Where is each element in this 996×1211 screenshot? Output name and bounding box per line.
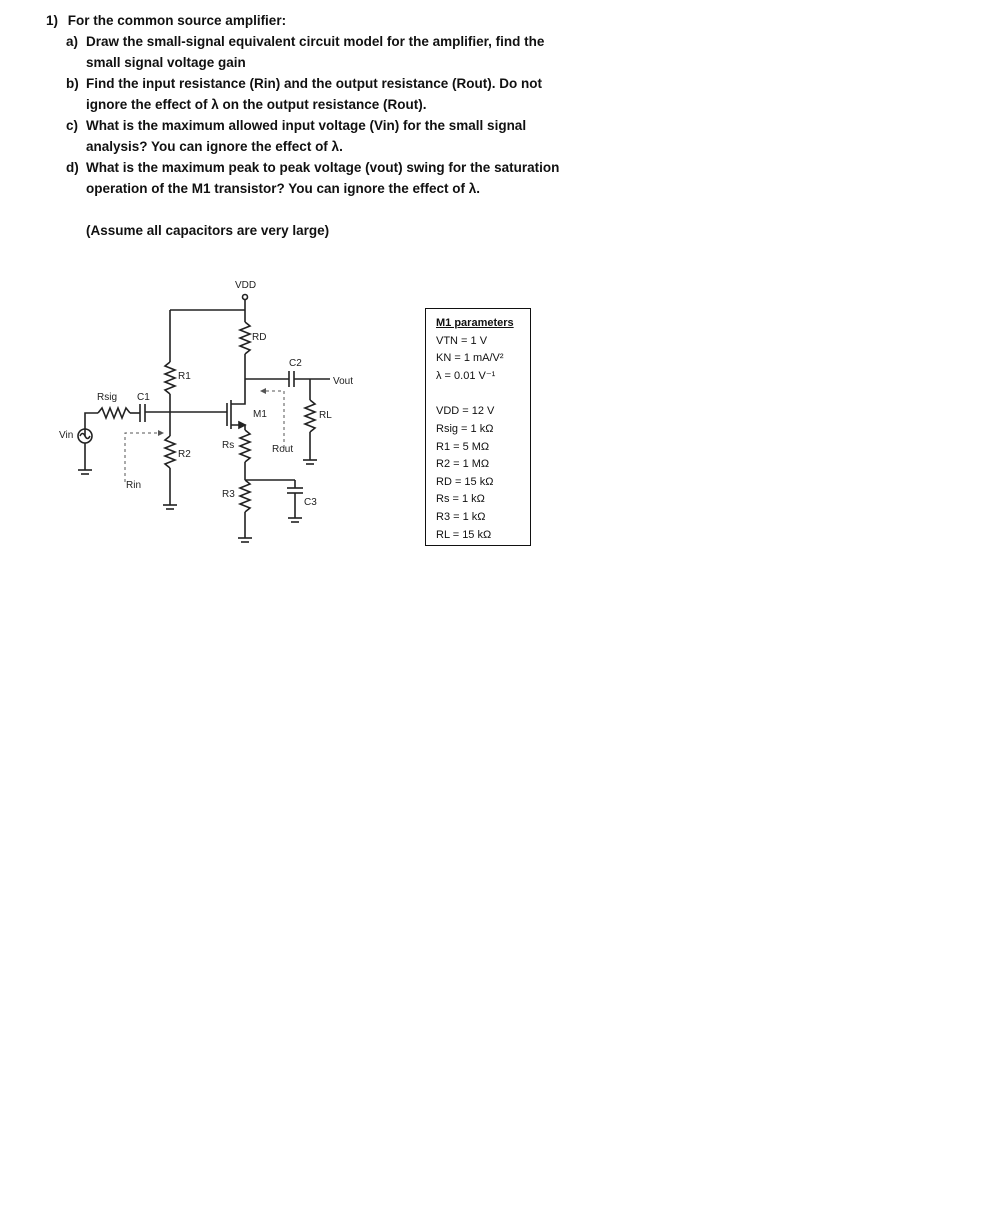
param-rd: RD = 15 kΩ <box>436 475 494 488</box>
rin-arrow <box>125 433 158 482</box>
rsig-label: Rsig <box>97 392 118 403</box>
parameters-header: M1 parameters <box>436 317 514 329</box>
param-r3: R3 = 1 kΩ <box>436 510 486 523</box>
part-d-label: d) <box>66 160 79 175</box>
param-rs: Rs = 1 kΩ <box>436 493 485 506</box>
param-kn: KN = 1 mA/V² <box>436 352 504 365</box>
rout-arrow <box>266 391 284 450</box>
m1-label: M1 <box>253 409 267 420</box>
part-b-text: Find the input resistance (Rin) and the output resistance (Rout). Do not ignore the effect of λ on the output resistance (Rout). <box>86 76 543 112</box>
r2-label: R2 <box>178 449 191 460</box>
part-c-label: c) <box>66 118 79 133</box>
part-b <box>66 73 566 115</box>
c1-label: C1 <box>137 392 150 403</box>
part-c <box>66 115 566 157</box>
part-c-text: What is the maximum allowed input voltage (Vin) for the small signal analysis? You can ignore the effect of λ. <box>86 118 527 154</box>
rsig-resistor <box>98 408 130 418</box>
rd-resistor <box>240 322 250 354</box>
r1-label: R1 <box>178 371 191 382</box>
param-r1: R1 = 5 MΩ <box>436 440 490 453</box>
vout-label: Vout <box>333 376 354 387</box>
param-vtn: VTN = 1 V <box>436 334 488 347</box>
param-rl: RL = 15 kΩ <box>436 528 492 541</box>
question-title: For the common source amplifier: <box>67 13 287 28</box>
param-rsig: Rsig = 1 kΩ <box>436 422 494 435</box>
rin-label: Rin <box>126 480 142 491</box>
vin-label: Vin <box>59 430 74 441</box>
rout-label: Rout <box>272 444 294 455</box>
part-a <box>66 31 566 73</box>
param-r2: R2 = 1 MΩ <box>436 458 490 471</box>
part-a-label: a) <box>66 34 79 49</box>
r1-resistor <box>165 362 175 394</box>
vdd-label: VDD <box>235 280 257 291</box>
rs-label: Rs <box>222 440 235 451</box>
vdd-node <box>243 295 248 300</box>
question-number: 1) <box>46 13 59 28</box>
r3-label: R3 <box>222 489 235 500</box>
part-a-text: Draw the small-signal equivalent circuit model for the amplifier, find the small signal voltage gain <box>86 34 545 70</box>
question-heading <box>46 10 286 31</box>
c3-label: C3 <box>304 497 317 508</box>
part-d <box>66 157 566 199</box>
parameters-table <box>425 308 531 546</box>
circuit-schematic <box>40 270 420 560</box>
part-d-text: What is the maximum peak to peak voltage (vout) swing for the saturation operation of the M1 transistor? You can ignore the effect of λ. <box>86 160 560 196</box>
part-b-label: b) <box>66 76 79 91</box>
param-lambda: λ = 0.01 V⁻¹ <box>436 369 496 382</box>
rs-resistor <box>240 430 250 462</box>
r3-resistor <box>240 480 250 512</box>
c2-label: C2 <box>289 358 302 369</box>
rl-label: RL <box>319 410 332 421</box>
assumption-note: (Assume all capacitors are very large) <box>86 223 330 238</box>
rd-label: RD <box>252 332 267 343</box>
rl-resistor <box>305 400 315 432</box>
r2-resistor <box>165 436 175 468</box>
param-vdd: VDD = 12 V <box>436 405 495 418</box>
